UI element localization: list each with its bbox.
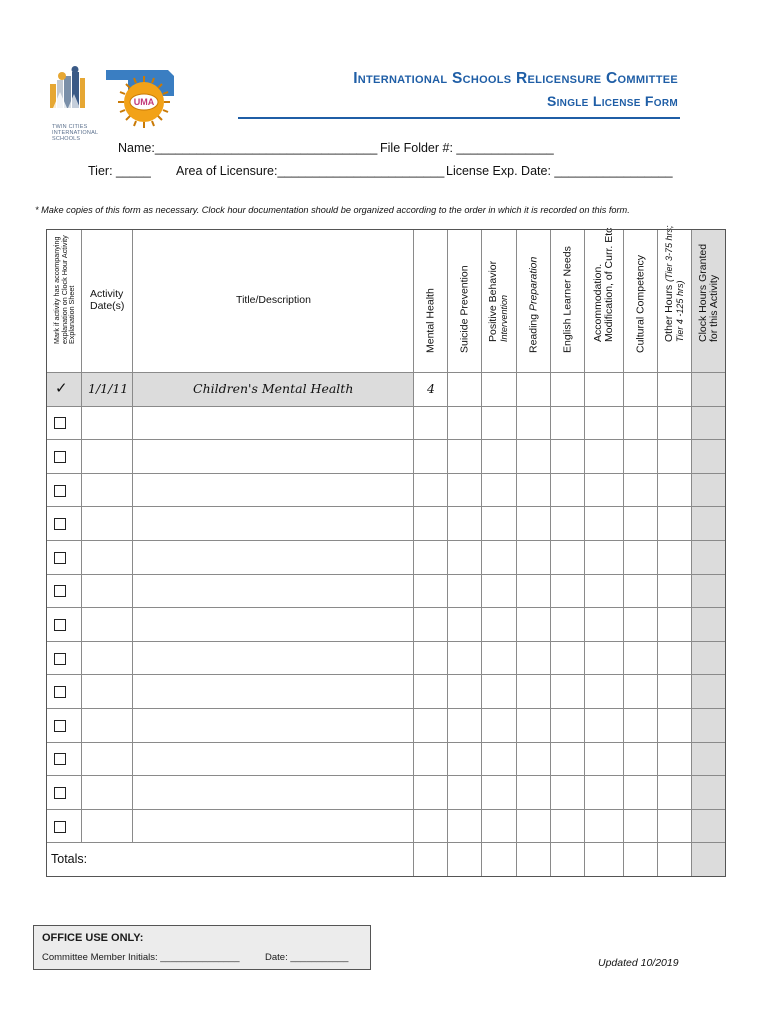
table-cell[interactable] <box>448 575 482 609</box>
table-cell[interactable] <box>585 373 624 407</box>
table-cell[interactable] <box>658 407 692 441</box>
table-cell[interactable] <box>624 810 658 844</box>
header-date-line-2: Date(s) <box>90 300 125 312</box>
table-cell[interactable] <box>585 541 624 575</box>
checkbox-icon[interactable] <box>54 417 66 429</box>
table-cell[interactable] <box>551 373 585 407</box>
table-cell[interactable] <box>551 474 585 508</box>
table-cell[interactable] <box>692 709 726 743</box>
office-use-box <box>33 925 371 970</box>
table-cell <box>46 776 82 810</box>
table-cell[interactable] <box>624 407 658 441</box>
table-cell <box>46 541 82 575</box>
table-cell[interactable] <box>585 743 624 777</box>
tcis-line-3: SCHOOLS <box>52 136 81 142</box>
table-cell[interactable] <box>82 373 133 407</box>
table-cell <box>46 373 82 407</box>
table-cell[interactable] <box>133 675 414 709</box>
table-cell[interactable] <box>658 675 692 709</box>
checkbox-icon[interactable] <box>54 653 66 665</box>
table-cell[interactable] <box>585 507 624 541</box>
table-cell[interactable] <box>551 507 585 541</box>
checkbox-icon[interactable] <box>54 552 66 564</box>
header-mark-line-3: Explanation Sheet <box>66 285 76 344</box>
header-reading-label <box>528 257 539 353</box>
checkbox-icon[interactable] <box>54 518 66 530</box>
file-folder-field[interactable]: File Folder #: ______________ <box>380 141 554 155</box>
table-cell[interactable] <box>133 575 414 609</box>
table-cell[interactable] <box>551 810 585 844</box>
header-positive-behavior-line-1: Positive Behavior <box>487 260 499 342</box>
header-reading-line-1: Reading <box>527 313 539 353</box>
table-cell[interactable] <box>517 407 551 441</box>
table-cell[interactable] <box>414 743 448 777</box>
office-date-field[interactable]: Date: ___________ <box>265 952 349 963</box>
table-cell[interactable] <box>133 776 414 810</box>
table-cell[interactable] <box>82 810 133 844</box>
header-accommodation-label <box>593 228 615 342</box>
table-cell[interactable] <box>658 743 692 777</box>
tcis-logo-icon <box>48 66 108 124</box>
table-cell[interactable] <box>517 642 551 676</box>
table-cell[interactable] <box>692 541 726 575</box>
table-cell[interactable] <box>551 642 585 676</box>
header-other-hours-label <box>664 225 686 342</box>
table-cell[interactable] <box>82 474 133 508</box>
table-cell[interactable] <box>585 810 624 844</box>
table-cell <box>46 810 82 844</box>
table-cell[interactable] <box>692 474 726 508</box>
header-positive-behavior <box>482 229 517 373</box>
header-activity-date <box>82 229 133 373</box>
table-cell[interactable] <box>82 776 133 810</box>
table-cell[interactable] <box>551 709 585 743</box>
checkbox-icon[interactable] <box>54 585 66 597</box>
table-cell[interactable] <box>692 575 726 609</box>
totals-cell[interactable] <box>414 843 448 877</box>
header-ell-label: English Learner Needs <box>561 246 573 353</box>
table-row <box>46 709 726 743</box>
table-cell[interactable] <box>551 608 585 642</box>
updated-date: Updated 10/2019 <box>598 957 679 969</box>
table-cell[interactable] <box>517 474 551 508</box>
table-cell[interactable] <box>133 407 414 441</box>
table-cell[interactable] <box>482 541 517 575</box>
table-cell[interactable] <box>482 608 517 642</box>
table-cell[interactable] <box>658 642 692 676</box>
uma-logo-icon <box>104 66 176 130</box>
table-cell[interactable] <box>692 440 726 474</box>
table-row <box>46 608 726 642</box>
header-positive-behavior-line-2: Intervention <box>499 294 509 342</box>
table-cell[interactable] <box>482 440 517 474</box>
table-cell[interactable] <box>551 575 585 609</box>
table-cell[interactable] <box>133 440 414 474</box>
table-cell[interactable] <box>658 474 692 508</box>
table-cell[interactable] <box>517 810 551 844</box>
checkbox-icon[interactable] <box>54 451 66 463</box>
table-cell[interactable] <box>414 541 448 575</box>
table-cell[interactable] <box>414 675 448 709</box>
license-exp-date-field[interactable]: License Exp. Date: _________________ <box>446 164 673 178</box>
checkbox-icon[interactable] <box>54 787 66 799</box>
table-cell[interactable] <box>658 440 692 474</box>
table-cell <box>46 407 82 441</box>
table-cell[interactable] <box>414 608 448 642</box>
table-cell[interactable] <box>448 474 482 508</box>
table-row <box>46 373 726 407</box>
table-cell[interactable] <box>517 675 551 709</box>
table-cell[interactable] <box>658 373 692 407</box>
table-cell <box>46 575 82 609</box>
checkbox-icon[interactable] <box>54 686 66 698</box>
table-row <box>46 743 726 777</box>
totals-cell[interactable] <box>551 843 585 877</box>
header-suicide-prevention-label: Suicide Prevention <box>458 265 470 353</box>
header-clock-hours-line-2: for this Activity <box>707 274 720 342</box>
table-cell[interactable] <box>482 675 517 709</box>
checkbox-icon[interactable] <box>54 821 66 833</box>
checkbox-icon[interactable] <box>54 485 66 497</box>
tcis-line-1: TWIN CITIES <box>52 124 88 130</box>
header-mark-label <box>52 235 75 344</box>
table-cell[interactable] <box>624 709 658 743</box>
table-cell[interactable] <box>658 776 692 810</box>
name-field[interactable]: Name:________________________________ <box>118 141 378 155</box>
table-cell[interactable] <box>692 642 726 676</box>
table-cell[interactable] <box>448 608 482 642</box>
header-title-description <box>133 229 414 373</box>
table-cell[interactable] <box>624 373 658 407</box>
header-other-hours-line-1: Other Hours <box>662 284 675 342</box>
table-row <box>46 776 726 810</box>
totals-label: Totals: <box>51 852 88 867</box>
table-cell[interactable] <box>517 541 551 575</box>
table-cell[interactable] <box>624 440 658 474</box>
table-cell[interactable] <box>82 743 133 777</box>
header-mental-health <box>414 229 448 373</box>
table-cell[interactable] <box>624 776 658 810</box>
table-cell[interactable] <box>692 810 726 844</box>
table-cell[interactable] <box>585 709 624 743</box>
table-cell[interactable] <box>551 743 585 777</box>
table-cell[interactable] <box>82 575 133 609</box>
table-cell[interactable] <box>133 810 414 844</box>
header-accommodation <box>585 229 624 373</box>
table-cell[interactable] <box>692 507 726 541</box>
table-cell[interactable] <box>482 575 517 609</box>
table-cell <box>46 642 82 676</box>
table-cell[interactable] <box>448 373 482 407</box>
tier-field[interactable]: Tier: _____ <box>88 164 151 178</box>
table-cell[interactable] <box>624 743 658 777</box>
table-cell[interactable] <box>517 776 551 810</box>
header-mental-health-label: Mental Health <box>424 288 436 353</box>
table-cell[interactable] <box>82 642 133 676</box>
office-use-title: OFFICE USE ONLY: <box>42 932 144 944</box>
header-cultural-competency <box>624 229 658 373</box>
header-suicide-prevention <box>448 229 482 373</box>
table-cell[interactable] <box>585 642 624 676</box>
table-cell[interactable] <box>414 373 448 407</box>
table-cell[interactable] <box>692 373 726 407</box>
table-cell[interactable] <box>551 675 585 709</box>
table-cell[interactable] <box>624 507 658 541</box>
table-cell[interactable] <box>133 642 414 676</box>
table-cell[interactable] <box>448 709 482 743</box>
table-cell[interactable] <box>133 507 414 541</box>
checkbox-icon[interactable] <box>54 753 66 765</box>
table-cell[interactable] <box>624 642 658 676</box>
table-cell[interactable] <box>624 541 658 575</box>
header-accommodation-line-1: Accommodation. <box>592 263 604 342</box>
committee-initials-field[interactable]: Committee Member Initials: _______________ <box>42 952 240 963</box>
table-row <box>46 407 726 441</box>
table-cell[interactable] <box>692 675 726 709</box>
table-cell[interactable] <box>517 373 551 407</box>
table-cell[interactable] <box>133 743 414 777</box>
table-cell[interactable] <box>658 541 692 575</box>
table-row <box>46 642 726 676</box>
header-other-hours-line-2: Tier 4 -125 hrs) <box>674 280 685 342</box>
table-cell[interactable] <box>82 541 133 575</box>
table-cell[interactable] <box>133 373 414 407</box>
totals-cell[interactable] <box>624 843 658 877</box>
table-cell <box>46 743 82 777</box>
table-cell[interactable] <box>82 675 133 709</box>
totals-cell[interactable] <box>517 843 551 877</box>
table-cell[interactable] <box>585 776 624 810</box>
table-row <box>46 474 726 508</box>
header-mark-line-2: explanation on Clock Hour Activity <box>58 234 68 344</box>
table-cell[interactable] <box>585 407 624 441</box>
table-cell[interactable] <box>692 407 726 441</box>
activity-date-value: 1/1/11 <box>88 381 129 396</box>
table-cell[interactable] <box>482 474 517 508</box>
totals-cell[interactable] <box>448 843 482 877</box>
table-cell[interactable] <box>658 575 692 609</box>
header-accommodation-line-2: Modification, of Curr. Etc <box>603 227 615 342</box>
table-cell[interactable] <box>448 776 482 810</box>
activity-table <box>46 225 726 877</box>
header-clock-hours-line-1: Clock Hours Granted <box>696 243 709 342</box>
header-mark <box>46 229 82 373</box>
table-cell[interactable] <box>448 642 482 676</box>
totals-label-cell <box>46 843 414 877</box>
table-cell[interactable] <box>133 608 414 642</box>
table-cell[interactable] <box>448 743 482 777</box>
table-cell[interactable] <box>414 776 448 810</box>
table-cell[interactable] <box>414 440 448 474</box>
table-row <box>46 541 726 575</box>
table-cell[interactable] <box>624 474 658 508</box>
totals-cell[interactable] <box>692 843 726 877</box>
table-cell[interactable] <box>482 407 517 441</box>
checkbox-icon[interactable] <box>54 619 66 631</box>
mental-health-hours-value: 4 <box>427 381 435 396</box>
table-cell[interactable] <box>482 709 517 743</box>
table-cell <box>46 440 82 474</box>
tcis-line-2: INTERNATIONAL <box>52 130 99 136</box>
totals-cell[interactable] <box>585 843 624 877</box>
table-cell[interactable] <box>482 373 517 407</box>
table-cell <box>46 507 82 541</box>
checkmark-icon: ✓ <box>55 380 68 397</box>
table-cell[interactable] <box>448 440 482 474</box>
table-cell[interactable] <box>482 507 517 541</box>
table-row <box>46 507 726 541</box>
table-cell[interactable] <box>624 575 658 609</box>
instructions-note: * Make copies of this form as necessary. Clock hour documentation should be organized according to the order in which it is recorded on this form. <box>35 205 630 215</box>
table-cell[interactable] <box>692 743 726 777</box>
table-cell[interactable] <box>482 642 517 676</box>
table-cell[interactable] <box>414 507 448 541</box>
table-cell <box>46 474 82 508</box>
table-cell[interactable] <box>448 407 482 441</box>
header-reading-preparation <box>517 229 551 373</box>
header-other-hours <box>658 225 692 373</box>
table-cell[interactable] <box>692 608 726 642</box>
activity-title-value: Children's Mental Health <box>193 381 354 396</box>
table-cell[interactable] <box>133 709 414 743</box>
table-cell <box>46 608 82 642</box>
header-reading-line-2: Preparation <box>527 256 539 311</box>
table-cell[interactable] <box>133 541 414 575</box>
header-clock-hours <box>692 229 726 373</box>
table-cell[interactable] <box>585 575 624 609</box>
table-cell[interactable] <box>133 474 414 508</box>
table-cell[interactable] <box>82 407 133 441</box>
table-cell[interactable] <box>414 407 448 441</box>
table-cell[interactable] <box>448 810 482 844</box>
table-cell[interactable] <box>551 440 585 474</box>
table-cell[interactable] <box>448 541 482 575</box>
table-cell[interactable] <box>448 675 482 709</box>
table-cell[interactable] <box>82 440 133 474</box>
table-cell[interactable] <box>585 608 624 642</box>
table-cell[interactable] <box>414 642 448 676</box>
table-cell[interactable] <box>517 575 551 609</box>
header-clock-hours-label <box>698 244 720 342</box>
form-subtitle: Single License Form <box>546 93 678 109</box>
checkbox-icon[interactable] <box>54 720 66 732</box>
table-cell[interactable] <box>517 608 551 642</box>
area-of-licensure-field[interactable]: Area of Licensure:________________________ <box>176 164 445 178</box>
table-row <box>46 440 726 474</box>
table-cell[interactable] <box>624 675 658 709</box>
table-cell[interactable] <box>658 810 692 844</box>
header-positive-behavior-label <box>488 261 510 342</box>
table-row <box>46 675 726 709</box>
table-cell[interactable] <box>624 608 658 642</box>
totals-cell[interactable] <box>658 843 692 877</box>
table-cell <box>46 709 82 743</box>
table-cell[interactable] <box>517 440 551 474</box>
table-cell[interactable] <box>658 709 692 743</box>
table-cell[interactable] <box>551 776 585 810</box>
table-cell[interactable] <box>414 810 448 844</box>
tcis-logo <box>48 66 110 146</box>
header-date-line-1: Activity <box>90 288 124 300</box>
table-cell[interactable] <box>551 407 585 441</box>
table-cell[interactable] <box>692 776 726 810</box>
table-cell[interactable] <box>585 440 624 474</box>
totals-cell[interactable] <box>482 843 517 877</box>
header-title-description-label: Title/Description <box>236 294 311 306</box>
table-cell[interactable] <box>658 608 692 642</box>
title-rule <box>238 117 680 119</box>
table-cell[interactable] <box>482 776 517 810</box>
table-cell[interactable] <box>482 810 517 844</box>
table-cell[interactable] <box>551 541 585 575</box>
table-cell[interactable] <box>414 575 448 609</box>
table-cell[interactable] <box>82 507 133 541</box>
table-cell[interactable] <box>414 474 448 508</box>
table-cell <box>46 675 82 709</box>
table-row <box>46 575 726 609</box>
header-cultural-label: Cultural Competency <box>634 254 646 353</box>
table-cell[interactable] <box>82 608 133 642</box>
table-row <box>46 810 726 844</box>
table-cell[interactable] <box>517 709 551 743</box>
table-cell[interactable] <box>482 743 517 777</box>
table-cell[interactable] <box>585 474 624 508</box>
header-mark-line-1: Mark if activity has accompanying <box>51 236 61 344</box>
form-title: International Schools Relicensure Committee <box>353 70 678 87</box>
table-cell[interactable] <box>82 709 133 743</box>
table-cell[interactable] <box>517 507 551 541</box>
header-other-hours-line-1b: (Tier 3-75 hrs; <box>663 225 674 282</box>
table-cell[interactable] <box>448 507 482 541</box>
totals-row <box>46 843 726 877</box>
uma-logo <box>104 66 176 130</box>
table-cell[interactable] <box>517 743 551 777</box>
header-english-learner-needs <box>551 229 585 373</box>
uma-logo-text: UMA <box>133 97 155 107</box>
table-cell[interactable] <box>585 675 624 709</box>
table-cell[interactable] <box>658 507 692 541</box>
table-cell[interactable] <box>414 709 448 743</box>
